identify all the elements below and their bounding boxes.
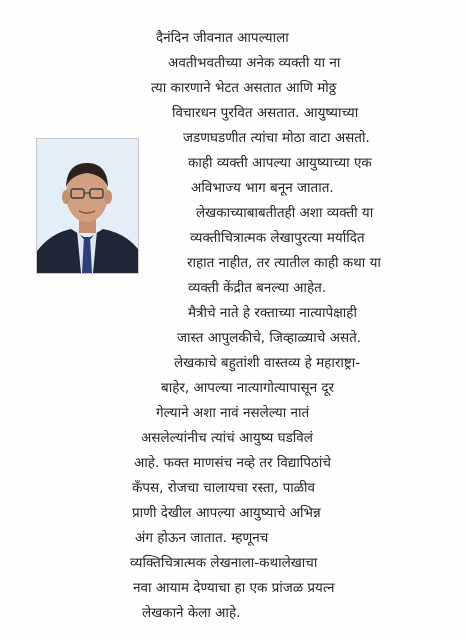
text-line: काही व्यक्ती आपल्या आयुष्याच्या एक — [188, 155, 372, 171]
text-line: अविभाज्य भाग बनून जातात. — [191, 180, 334, 196]
text-line: विचारधन पुरवित असतात. आयुष्याच्या — [172, 105, 359, 121]
text-line: प्राणी देखील आपल्या आयुष्याचे अभिन्न — [132, 505, 321, 521]
text-line: व्यक्ती केंद्रीत बनल्या आहेत. — [188, 280, 327, 296]
text-line: आहे. फक्त माणसंच नव्हे तर विद्यापिठांचे — [134, 455, 331, 471]
text-line: त्या कारणाने भेटत असतात आणि मोठ्ठ — [151, 80, 337, 96]
text-line: नवा आयाम देण्याचा हा एक प्रांजळ प्रयत्न — [133, 580, 335, 596]
author-portrait-icon — [37, 139, 138, 273]
author-photo — [36, 138, 139, 274]
text-line: व्यक्तीचित्रात्मक लेखापुरत्या मर्यादित — [190, 230, 365, 246]
text-line: जास्त आपुलकीचे, जिव्हाळ्याचे असते. — [177, 330, 362, 346]
text-line: गेल्याने अशा नावं नसलेल्या नातं — [156, 405, 310, 421]
text-line: बाहेर, आपल्या नात्यागोत्यापासून दूर — [161, 380, 335, 396]
text-line: असलेल्यांनीच त्यांचं आयुष्य घडविलं — [141, 430, 313, 446]
text-line: राहात नाहीत, तर त्यातील काही कथा या — [187, 255, 381, 271]
text-line: अवतीभवतीच्या अनेक व्यक्ती या ना — [168, 55, 341, 71]
text-line: मैत्रीचे नाते हे रक्ताच्या नात्यापेक्षाही — [188, 305, 357, 321]
text-line: कॅंपस, रोजचा चालायचा रस्ता, पाळीव — [132, 480, 316, 496]
text-line: दैनंदिन जीवनात आपल्याला — [156, 30, 289, 46]
text-line: लेखकाचे बहुतांशी वास्तव्य हे महाराष्ट्रा- — [174, 355, 361, 371]
text-line: जडणघडणीत त्यांचा मोठा वाटा असतो. — [183, 130, 370, 146]
text-line: व्यक्तिचित्रात्मक लेखनाला-कथालेखाचा — [130, 555, 318, 571]
text-line: लेखकाने केला आहे. — [142, 605, 241, 621]
text-line: लेखकाच्याबाबतीतही अशा व्यक्ती या — [196, 205, 374, 221]
text-line: अंग होऊन जातात. म्हणूनच — [135, 530, 269, 546]
